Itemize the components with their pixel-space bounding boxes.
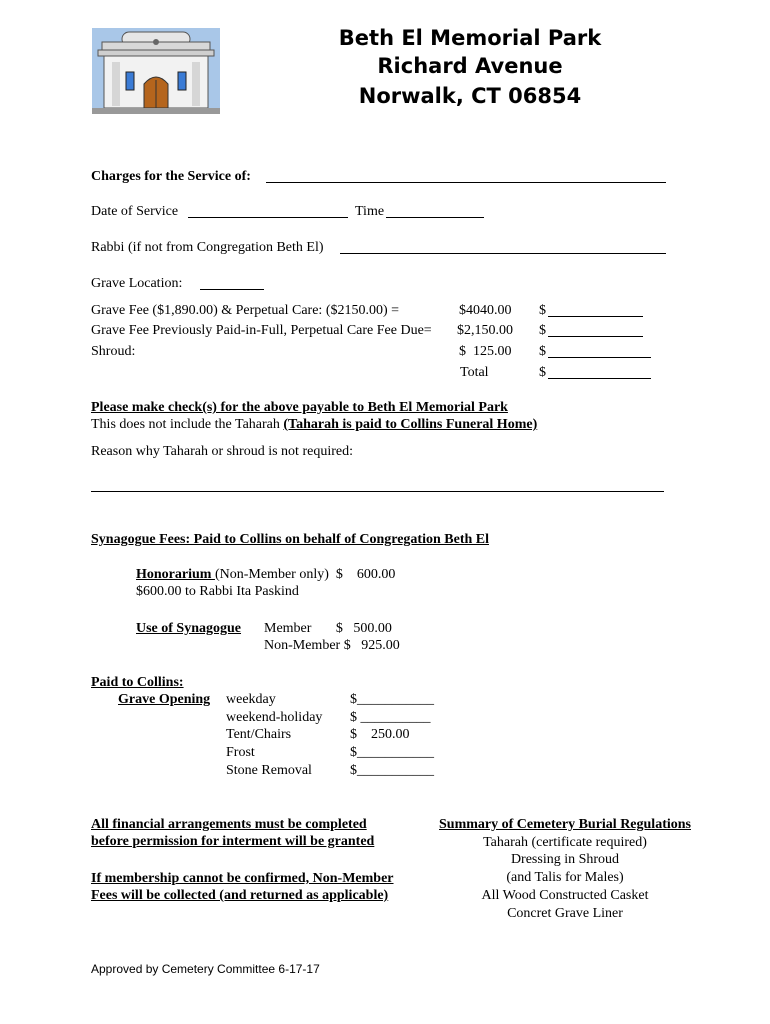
summary-heading: Summary of Cemetery Burial Regulations (439, 817, 691, 832)
fee-total-dollar: $ (539, 365, 546, 380)
fee-row-dollar: $ (539, 344, 546, 359)
summary-item: (and Talis for Males) (506, 870, 624, 885)
reason-field[interactable] (91, 491, 664, 492)
fee-row-field[interactable] (548, 357, 651, 358)
summary-item: Taharah (certificate required) (483, 835, 647, 850)
check-payable-note: Please make check(s) for the above payable to Beth El Memorial Park (91, 400, 508, 415)
synagogue-fees-heading: Synagogue Fees: Paid to Collins on behalf of Congregation Beth El (91, 532, 489, 547)
member-fee: Member $ 500.00 (264, 621, 392, 636)
honorarium-detail: (Non-Member only) $ 600.00 (214, 567, 396, 582)
fee-row-dollar: $ (539, 323, 546, 338)
fee-total-label: Total (460, 365, 489, 380)
fee-row-amount: $4040.00 (459, 303, 512, 318)
collins-item-label: weekend-holiday (226, 710, 323, 725)
collins-item-amount[interactable]: $___________ (350, 692, 434, 707)
fee-row-amount: $ 125.00 (459, 344, 512, 359)
honorarium-row (136, 566, 395, 583)
fee-row-field[interactable] (548, 336, 643, 337)
collins-item-label: weekday (226, 692, 276, 707)
rabbi-field[interactable] (340, 253, 666, 254)
fee-row-label: Grave Fee Previously Paid-in-Full, Perpetual Care Fee Due= (91, 323, 432, 338)
collins-item-amount[interactable]: $___________ (350, 745, 434, 760)
grave-location-field[interactable] (200, 289, 264, 290)
collins-item-label: Tent/Chairs (226, 727, 292, 742)
date-of-service-label: Date of Service (91, 204, 179, 219)
time-label: Time (355, 204, 385, 219)
grave-location-label: Grave Location: (91, 276, 183, 291)
rabbi-label: Rabbi (if not from Congregation Beth El) (91, 240, 324, 255)
fee-row-dollar: $ (539, 303, 546, 318)
reason-label: Reason why Taharah or shroud is not required: (91, 444, 353, 459)
membership-notice-line1: If membership cannot be confirmed, Non-Member (91, 871, 394, 886)
taharah-note-text: This does not include the Taharah (91, 417, 284, 432)
time-field[interactable] (386, 217, 484, 218)
fee-row-label: Shroud: (91, 344, 136, 359)
summary-item: All Wood Constructed Casket (481, 888, 649, 903)
fee-total-field[interactable] (548, 378, 651, 379)
city-address: Norwalk, CT 06854 (358, 84, 582, 108)
honorarium-label: Honorarium (136, 567, 215, 582)
taharah-note-emphasis: (Taharah is paid to Collins Funeral Home) (283, 417, 538, 432)
fee-row-field[interactable] (548, 316, 643, 317)
financial-notice-line2: before permission for interment will be granted (91, 834, 375, 849)
synagogue-logo (92, 28, 220, 114)
collins-item-label: Frost (226, 745, 255, 760)
grave-opening-label: Grave Opening (118, 692, 211, 707)
honorarium-rabbi: $600.00 to Rabbi Ita Paskind (136, 584, 299, 599)
summary-item: Concret Grave Liner (507, 906, 623, 921)
synagogue-building-icon (92, 28, 220, 114)
use-of-synagogue-label: Use of Synagogue (136, 621, 242, 636)
date-of-service-field[interactable] (188, 217, 348, 218)
charges-field[interactable] (266, 182, 666, 183)
nonmember-fee: Non-Member $ 925.00 (264, 638, 400, 653)
taharah-note (91, 416, 537, 433)
org-name: Beth El Memorial Park (338, 26, 602, 50)
fee-row-label: Grave Fee ($1,890.00) & Perpetual Care: ($2150.00) = (91, 303, 400, 318)
street-address: Richard Avenue (377, 54, 563, 78)
summary-item: Dressing in Shroud (510, 852, 620, 867)
approval-footer: Approved by Cemetery Committee 6-17-17 (91, 962, 320, 976)
financial-notice-line1: All financial arrangements must be completed (91, 817, 367, 832)
collins-item-amount: $ 250.00 (350, 727, 410, 742)
collins-item-amount[interactable]: $ __________ (350, 710, 431, 725)
paid-to-collins-heading: Paid to Collins: (91, 675, 184, 690)
membership-notice-line2: Fees will be collected (and returned as applicable) (91, 888, 389, 903)
charges-label: Charges for the Service of: (91, 169, 251, 184)
fee-row-amount: $2,150.00 (457, 323, 513, 338)
collins-item-amount[interactable]: $___________ (350, 763, 434, 778)
collins-item-label: Stone Removal (226, 763, 312, 778)
